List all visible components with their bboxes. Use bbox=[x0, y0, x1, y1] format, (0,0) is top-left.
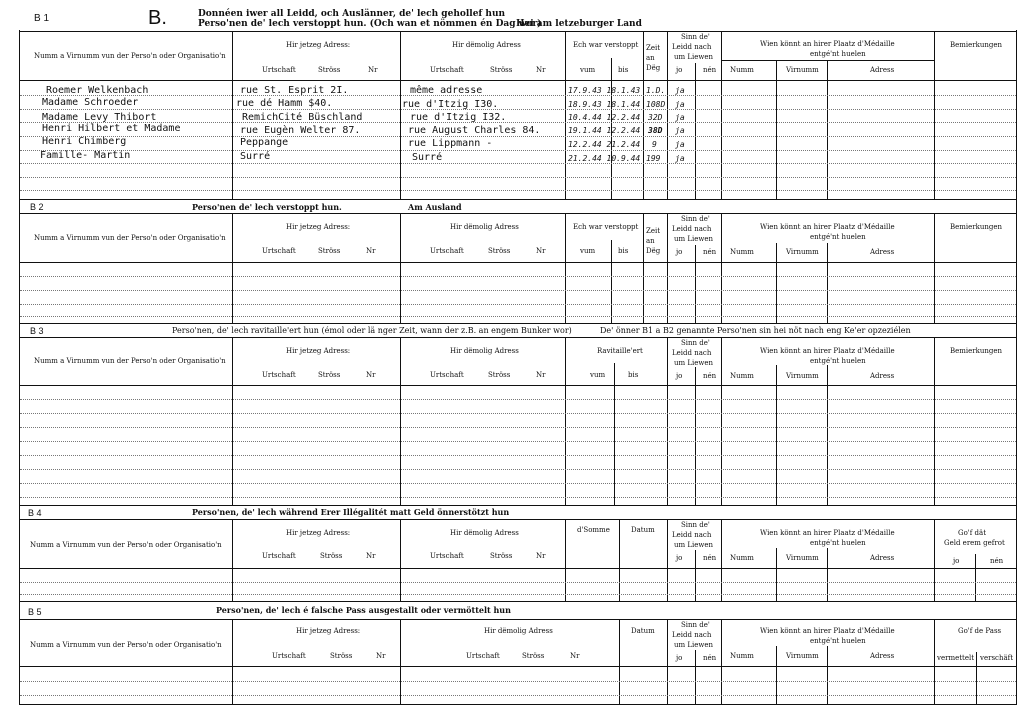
b4-sub-nen2: nén bbox=[990, 557, 1004, 565]
b1-row-name: Henri Chimberg bbox=[42, 136, 127, 147]
b1-row-name: Henri Hilbert et Madame bbox=[42, 123, 181, 134]
b1-col-line bbox=[400, 31, 401, 199]
b2-col-medal1: Wien könnt an hirer Plaatz d'Médaille bbox=[760, 223, 895, 231]
b5-sub-urtschaft2: Urtschaft bbox=[466, 652, 500, 660]
b1-top-border bbox=[19, 31, 1017, 32]
b5-sub-stross2: Ströss bbox=[522, 652, 545, 660]
b2-sub-line bbox=[776, 243, 777, 323]
b2-col-sinn2: Leidd nach bbox=[672, 225, 712, 233]
b1-row-then: rue Lippmann - bbox=[408, 138, 493, 149]
b4-sub-urtschaft: Urtschaft bbox=[262, 552, 296, 560]
b2-sub-urtschaft2: Urtschaft bbox=[430, 247, 464, 255]
frame-right bbox=[1016, 30, 1017, 705]
b5-col-pass: Go'f de Pass bbox=[958, 627, 1002, 635]
section-code-b3: B 3 bbox=[30, 326, 44, 336]
b5-sub-stross: Ströss bbox=[330, 652, 353, 660]
b2-col-sinn1: Sinn de' bbox=[681, 215, 710, 223]
section-code-b1: B 1 bbox=[34, 13, 50, 24]
b4-col-line bbox=[619, 519, 620, 601]
b1-sub-nr2: Nr bbox=[536, 66, 546, 74]
b5-col-name: Numm a Virnumm vun der Perso'n oder Organisatio'n bbox=[30, 641, 222, 649]
b1-row-alive: ja bbox=[675, 154, 685, 163]
b1-col-name: Numm a Virnumm vun der Perso'n oder Organisatio'n bbox=[34, 52, 226, 60]
b5-sub-line bbox=[695, 650, 696, 705]
b4-sub-jo: jo bbox=[676, 554, 683, 562]
b1-col-line bbox=[565, 31, 566, 199]
section-code-b2: B 2 bbox=[30, 202, 44, 212]
b5-sub-numm: Numm bbox=[730, 652, 754, 660]
b4-header-top bbox=[19, 519, 1017, 520]
b2-sub-urtschaft: Urtschaft bbox=[262, 247, 296, 255]
b5-sub-virnumm: Virnumm bbox=[786, 652, 819, 660]
b1-sub-line bbox=[776, 60, 777, 199]
b1-row-name: Roemer Welkenbach bbox=[46, 85, 149, 96]
b4-col-line bbox=[667, 519, 668, 601]
b3-col-remarks: Bemierkungen bbox=[950, 347, 1003, 355]
b5-col-addr-now: Hir jetzeg Adress: bbox=[296, 627, 361, 635]
b1-row-days: 108D bbox=[646, 100, 666, 109]
b3-col-line bbox=[400, 337, 401, 505]
b5-col-sinn3: um Liewen bbox=[674, 641, 714, 649]
b1-row-then: Surré bbox=[412, 152, 443, 163]
b1-sub-numm: Numm bbox=[730, 66, 754, 74]
b1-sub-line bbox=[722, 60, 934, 61]
b2-col-line bbox=[565, 213, 566, 323]
b3-col-sinn3: um Liewen bbox=[674, 359, 714, 367]
b2-sub-bis: bis bbox=[618, 247, 629, 255]
section-code-b4: B 4 bbox=[28, 508, 42, 518]
b3-col-sinn1: Sinn de' bbox=[681, 339, 710, 347]
b2-col-hidden: Ech war verstoppt bbox=[573, 223, 639, 231]
b4-col-medal2: entgé'nt huelen bbox=[810, 539, 866, 547]
b3-col-medal2: entgé'nt huelen bbox=[810, 357, 866, 365]
b1-sub-vum: vum bbox=[580, 66, 596, 74]
b3-col-addr-then: Hir dëmolig Adress bbox=[450, 347, 519, 355]
b5-sub-line bbox=[827, 646, 828, 705]
b1-row-now: Surré bbox=[240, 151, 271, 162]
b2-col-sinn3: um Liewen bbox=[674, 235, 714, 243]
b4-top-border bbox=[19, 505, 1017, 506]
b5-sub-jo: jo bbox=[676, 654, 683, 662]
b5-col-line bbox=[232, 619, 233, 705]
b4-col-addr-now: Hir jetzeg Adress: bbox=[286, 529, 351, 537]
b2-col-remarks: Bemierkungen bbox=[950, 223, 1003, 231]
header-line2: Perso'nen de' lech verstoppt hun. (Och wan et nömmen én Dag wor) bbox=[198, 19, 542, 29]
b5-col-line bbox=[934, 619, 935, 705]
b4-sub-numm: Numm bbox=[730, 554, 754, 562]
b1-row-dates: 19.1.44 12.2.44 bbox=[568, 126, 641, 135]
b1-row-dates: 18.9.43 18.1.44 bbox=[568, 100, 641, 109]
b3-sub-virnumm: Virnumm bbox=[786, 372, 819, 380]
b2-col-medal2: entgé'nt huelen bbox=[810, 233, 866, 241]
b1-col-zeit: Zeit an Dëg bbox=[646, 44, 661, 72]
b2-sub-line bbox=[695, 245, 696, 323]
b2-sub-line bbox=[611, 240, 612, 323]
b3-col-line bbox=[667, 337, 668, 505]
b3-col-sinn2: Leidd nach bbox=[672, 349, 712, 357]
b1-row-then: même adresse bbox=[410, 85, 483, 96]
b4-col-medal1: Wien könnt an hirer Plaatz d'Médaille bbox=[760, 529, 895, 537]
b4-sub-nen: nén bbox=[703, 554, 717, 562]
b1-col-line bbox=[721, 31, 722, 199]
b4-col-line bbox=[565, 519, 566, 601]
b1-row-alive: ja bbox=[675, 140, 685, 149]
b5-top-border bbox=[19, 601, 1017, 602]
b4-sub-virnumm: Virnumm bbox=[786, 554, 819, 562]
b1-sub-urtschaft: Urtschaft bbox=[262, 66, 296, 74]
b1-row-name: Madame Levy Thibort bbox=[42, 112, 157, 123]
b4-col-sinn2: Leidd nach bbox=[672, 531, 712, 539]
b1-sub-virnumm: Virnumm bbox=[786, 66, 819, 74]
b1-row-now: Peppange bbox=[240, 137, 289, 148]
b2-col-line bbox=[934, 213, 935, 323]
b1-row-alive: ja bbox=[675, 126, 685, 135]
form-letter: B. bbox=[148, 7, 167, 29]
b3-sub-jo: jo bbox=[676, 372, 683, 380]
b5-sub-adress: Adress bbox=[870, 652, 895, 660]
b5-sub-line bbox=[776, 646, 777, 705]
b1-row-dates: 17.9.43 18.1.43 bbox=[568, 86, 641, 95]
b1-col-line bbox=[667, 31, 668, 199]
b5-title: Perso'nen, de' lech é falsche Pass ausgestallt oder vermöttelt hun bbox=[216, 605, 511, 615]
b1-sub-stross2: Ströss bbox=[490, 66, 513, 74]
b1-row-days: 199 bbox=[646, 154, 661, 163]
b1-header-border bbox=[19, 80, 1017, 81]
b3-col-line bbox=[934, 337, 935, 505]
b5-header-border bbox=[19, 666, 1017, 667]
b1-row-alive: ja bbox=[675, 100, 685, 109]
b2-sub-virnumm: Virnumm bbox=[786, 248, 819, 256]
b1-sub-nen: nén bbox=[703, 66, 717, 74]
b5-sub-nr: Nr bbox=[376, 652, 386, 660]
b5-col-line bbox=[721, 619, 722, 705]
b5-header-top bbox=[19, 619, 1017, 620]
b3-col-medal1: Wien könnt an hirer Plaatz d'Médaille bbox=[760, 347, 895, 355]
b3-col-line bbox=[721, 337, 722, 505]
b1-col-sinn3: um Liewen bbox=[674, 53, 714, 61]
b3-sub-adress: Adress bbox=[870, 372, 895, 380]
b1-col-line bbox=[643, 31, 644, 199]
b1-col-hidden: Ech war verstoppt bbox=[573, 41, 639, 49]
b1-row-name: Madame Schroeder bbox=[42, 97, 139, 108]
b3-col-addr-now: Hir jetzeg Adress: bbox=[286, 347, 351, 355]
b3-header-top bbox=[19, 337, 1017, 338]
b1-sub-bis: bis bbox=[618, 66, 629, 74]
b5-col-sinn1: Sinn de' bbox=[681, 621, 710, 629]
b1-col-line bbox=[232, 31, 233, 199]
section-code-b5: B 5 bbox=[28, 607, 42, 617]
b5-col-line bbox=[619, 619, 620, 705]
b1-row-now: RemichCité Büschland bbox=[242, 112, 363, 123]
b2-col-line bbox=[721, 213, 722, 323]
b3-sub-line bbox=[776, 365, 777, 505]
b1-col-addr-then: Hir dëmolig Adress bbox=[452, 41, 521, 49]
b3-title2: De' önner B1 a B2 genannte Perso'nen sin hei nöt nach eng Ke'er opzeziélen bbox=[600, 326, 911, 335]
b5-col-line bbox=[400, 619, 401, 705]
b1-row-days: 32D bbox=[648, 113, 663, 122]
frame-left bbox=[19, 30, 20, 705]
b3-sub-nen: nén bbox=[703, 372, 717, 380]
b1-sub-line bbox=[695, 63, 696, 199]
b2-sub-nr2: Nr bbox=[536, 247, 546, 255]
b4-title: Perso'nen, de' lech während Erer Illégalitét matt Geld önnerstötzt hun bbox=[192, 507, 510, 517]
b3-col-name: Numm a Virnumm vun der Perso'n oder Organisatio'n bbox=[34, 357, 226, 365]
b4-col-sinn3: um Liewen bbox=[674, 541, 714, 549]
b5-col-medal1: Wien könnt an hirer Plaatz d'Médaille bbox=[760, 627, 895, 635]
b5-col-sinn2: Leidd nach bbox=[672, 631, 712, 639]
b2-title2: Am Ausland bbox=[408, 202, 462, 212]
b2-sub-stross: Ströss bbox=[318, 247, 341, 255]
b5-col-line bbox=[667, 619, 668, 705]
b4-col-geld1: Go'f dät bbox=[958, 529, 987, 537]
b1-row-alive: ja bbox=[675, 86, 685, 95]
b1-row-dates: 21.2.44 10.9.44 bbox=[568, 154, 641, 163]
b3-header-border bbox=[19, 385, 1017, 386]
b5-sub-nen: nén bbox=[703, 654, 717, 662]
b3-sub-vum: vum bbox=[590, 371, 606, 379]
b2-title: Perso'nen de' lech verstoppt hun. bbox=[192, 202, 342, 212]
b2-col-name: Numm a Virnumm vun der Perso'n oder Organisatio'n bbox=[34, 234, 226, 242]
b1-sub-adress: Adress bbox=[870, 66, 895, 74]
b4-col-addr-then: Hir dëmolig Adress bbox=[450, 529, 519, 537]
b2-header-border bbox=[19, 262, 1017, 263]
b5-col-datum: Datum bbox=[631, 627, 655, 635]
b2-col-line bbox=[643, 213, 644, 323]
b1-row-then: rue August Charles 84. bbox=[408, 125, 541, 136]
b4-col-geld2: Geld erem gefrot bbox=[944, 539, 1005, 547]
b3-col-line bbox=[565, 337, 566, 505]
b2-sub-stross2: Ströss bbox=[488, 247, 511, 255]
b2-sub-numm: Numm bbox=[730, 248, 754, 256]
b3-title: Perso'nen, de' lech ravitaille'ert hun (émol oder lä nger Zeit, wann der z.B. an engem Bunker wor) bbox=[172, 326, 572, 335]
b4-col-name: Numm a Virnumm vun der Perso'n oder Organisatio'n bbox=[30, 541, 222, 549]
b4-sub-urtschaft2: Urtschaft bbox=[430, 552, 464, 560]
b1-row-then: rue d'Itzig I30. bbox=[402, 99, 499, 110]
b5-sub-nr2: Nr bbox=[570, 652, 580, 660]
b1-col-sinn1: Sinn de' bbox=[681, 33, 710, 41]
b3-sub-nr: Nr bbox=[366, 371, 376, 379]
b3-top-border bbox=[19, 323, 1017, 324]
b3-sub-line bbox=[695, 367, 696, 505]
b2-sub-line bbox=[827, 243, 828, 323]
b3-sub-stross2: Ströss bbox=[488, 371, 511, 379]
b2-col-zeit: Zeit an Dëg bbox=[646, 227, 661, 255]
b1-row-then: rue d'Itzig I32. bbox=[410, 112, 507, 123]
b1-col-remarks: Bemierkungen bbox=[950, 41, 1003, 49]
b5-sub-urtschaft: Urtschaft bbox=[272, 652, 306, 660]
b1-col-sinn2: Leidd nach bbox=[672, 43, 712, 51]
b2-sub-jo: jo bbox=[676, 248, 683, 256]
b1-col-line bbox=[934, 31, 935, 199]
b2-sub-nen: nén bbox=[703, 248, 717, 256]
b4-col-somme: d'Somme bbox=[577, 526, 610, 534]
b3-col-ravit: Ravitaille'ert bbox=[597, 347, 643, 355]
b1-sub-jo: jo bbox=[676, 66, 683, 74]
b4-sub-nr2: Nr bbox=[536, 552, 546, 560]
b4-sub-jo2: jo bbox=[953, 557, 960, 565]
b4-header-border bbox=[19, 568, 1017, 569]
b3-sub-numm: Numm bbox=[730, 372, 754, 380]
b4-col-line bbox=[400, 519, 401, 601]
b2-col-line bbox=[400, 213, 401, 323]
b1-row-now: rue Eugèn Welter 87. bbox=[240, 125, 361, 136]
b3-sub-urtschaft: Urtschaft bbox=[262, 371, 296, 379]
b3-sub-line bbox=[827, 365, 828, 505]
b2-sub-vum: vum bbox=[580, 247, 596, 255]
b5-bottom-border bbox=[19, 704, 1017, 705]
b1-row-days: 38D bbox=[648, 126, 663, 135]
b2-col-addr-now: Hir jetzeg Adress: bbox=[286, 223, 351, 231]
b5-sub-vermettelt: vermettelt bbox=[937, 654, 975, 662]
b1-col-addr-now: Hir jetzeg Adress: bbox=[286, 41, 351, 49]
b1-row-days: 1.D. bbox=[646, 86, 666, 95]
b1-sub-line bbox=[827, 60, 828, 199]
b2-top-border bbox=[19, 199, 1017, 200]
b1-row-name: Famille- Martin bbox=[40, 150, 131, 161]
b2-sub-nr: Nr bbox=[366, 247, 376, 255]
b3-sub-stross: Ströss bbox=[318, 371, 341, 379]
b4-col-sinn1: Sinn de' bbox=[681, 521, 710, 529]
b4-sub-stross2: Ströss bbox=[490, 552, 513, 560]
b5-sub-line bbox=[976, 652, 977, 705]
b1-row-dates: 12.2.44 21.2.44 bbox=[568, 140, 641, 149]
b4-col-datum: Datum bbox=[631, 526, 655, 534]
b4-col-line bbox=[232, 519, 233, 601]
b5-col-medal2: entgé'nt huelen bbox=[810, 637, 866, 645]
b2-col-addr-then: Hir dëmolig Adress bbox=[450, 223, 519, 231]
header-line2b: Hei am letzeburger Land bbox=[516, 19, 642, 29]
b1-sub-stross: Ströss bbox=[318, 66, 341, 74]
b2-sub-adress: Adress bbox=[870, 248, 895, 256]
b1-row-dates: 10.4.44 12.2.44 bbox=[568, 113, 641, 122]
b2-col-line bbox=[667, 213, 668, 323]
b1-row-now: rue dé Hamm $40. bbox=[236, 98, 333, 109]
b1-row-now: rue St. Esprit 2I. bbox=[240, 85, 349, 96]
b3-sub-bis: bis bbox=[628, 371, 639, 379]
b2-col-line bbox=[232, 213, 233, 323]
b1-col-medal1: Wien könnt an hirer Plaatz d'Médaille bbox=[760, 40, 895, 48]
b5-sub-verschaft: verschäft bbox=[980, 654, 1014, 662]
header-line1: Donnéen iwer all Leidd, och Auslänner, de' lech gehollef hun bbox=[198, 9, 506, 19]
b5-col-addr-then: Hir dëmolig Adress bbox=[484, 627, 553, 635]
b4-col-line bbox=[934, 519, 935, 601]
b1-sub-nr: Nr bbox=[368, 66, 378, 74]
b1-row-alive: ja bbox=[675, 113, 685, 122]
b1-sub-urtschaft2: Urtschaft bbox=[430, 66, 464, 74]
b4-sub-nr: Nr bbox=[366, 552, 376, 560]
b4-col-line bbox=[721, 519, 722, 601]
b3-col-line bbox=[232, 337, 233, 505]
b3-sub-nr2: Nr bbox=[536, 371, 546, 379]
b4-sub-stross: Ströss bbox=[320, 552, 343, 560]
b4-sub-adress: Adress bbox=[870, 554, 895, 562]
b1-col-medal2: entgé'nt huelen bbox=[810, 50, 866, 58]
b2-header-top bbox=[19, 213, 1017, 214]
b3-sub-urtschaft2: Urtschaft bbox=[430, 371, 464, 379]
b1-row-days: 9 bbox=[652, 140, 657, 149]
